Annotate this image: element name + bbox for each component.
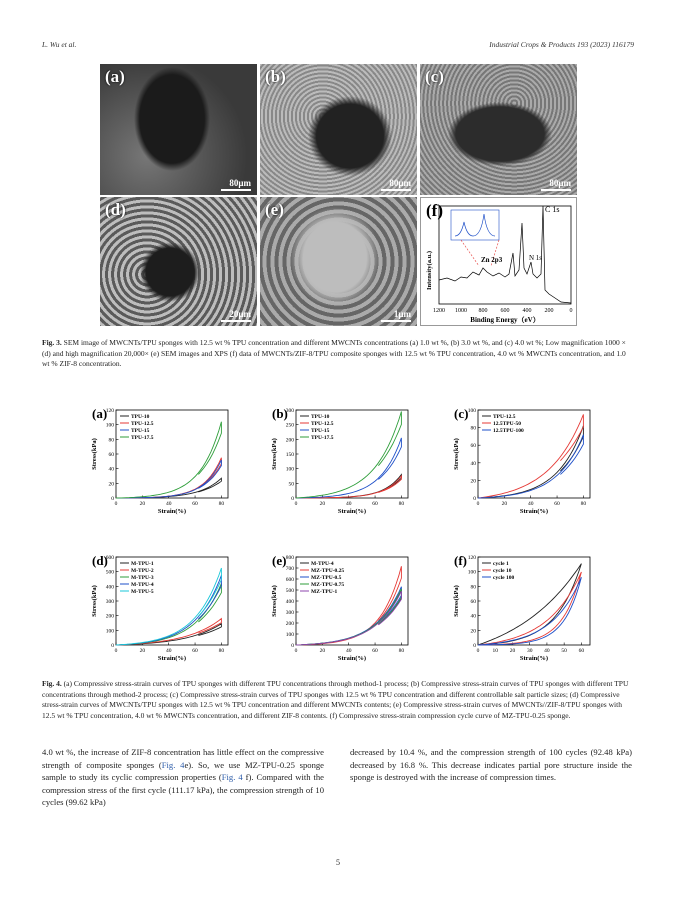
y-tick-label: 40 [470,613,476,620]
panel-label-a: (a) [105,67,125,86]
series-line-tpu-12-5 [296,476,401,498]
legend-label: MZ-TPU-1 [311,589,338,595]
x-tick-label: 60 [554,501,560,507]
y-tick-label: 100 [105,422,114,429]
compression-chart-e [268,545,418,665]
x-tick-label: 40 [165,501,172,507]
y-tick-label: 200 [285,437,294,444]
compression-chart-b [268,398,418,518]
sem-image-a [100,64,257,195]
legend-label: M-TPU-2 [131,568,154,574]
panel-label: (e) [272,553,287,568]
sem-image-c [420,64,577,195]
legend-label: TPU-17.5 [311,435,334,441]
y-tick-label: 300 [105,599,114,605]
y-tick-label: 300 [285,408,294,414]
panel-label: (f) [454,553,467,568]
x-tick-label: 60 [192,648,198,654]
y-axis-label: Stress(kPa) [271,585,278,617]
x-tick-label: 20 [501,501,508,507]
xps-tick: 1200 [433,308,445,314]
panel-label: (c) [454,406,469,421]
xps-x-ticks [433,308,573,314]
y-tick-label: 500 [105,569,114,576]
x-tick-label: 0 [114,648,118,654]
legend-label: TPU-15 [311,428,330,434]
y-tick-label: 80 [108,437,114,444]
scale-bar-d: 20μm [221,309,251,322]
legend-label: M-TPU-4 [131,582,154,588]
compression-chart-f [450,545,600,665]
x-axis-label: Strain(%) [157,655,187,662]
body-text-right: decreased by 10.4 %, and the compression strength of 100 cycles (92.48 kPa) decreased by 16.8 %. This decrease indicates partial pore structure inside the sponge is destroyed with the increase of compression times. [350,747,632,783]
x-tick-label: 20 [319,501,326,507]
sem-image-b [260,64,417,195]
x-tick-label: 20 [319,648,326,654]
y-axis-label: Stress(kPa) [271,438,278,470]
figure-4-caption-text: (a) Compressive stress-strain curves of TPU sponges with different TPU concentrations through method-1 process; (b) Compressive stress-strain curves of TPU sponges with different TPU concentrations through method-2 process; (c) Compressive stress-strain curves of TPU sponges with 12.5 wt % TPU concentration and different controllable salt particle sizes; (d) Compressive stress-strain curves of MWCNTs/TPU sponges with 12.5 wt % TPU concentration and different MWCNTs contents; (e) Compressive stress-strain curves of MWCNTs//ZIF-8/TPU sponges with 12.5 wt % TPU concentration, 4.0 wt % MWCNTs concentration, and different ZIF-8 contents. (f) Compressive stress-strain compression cycle curve of MZ-TPU-0.25 sponge. [42,679,629,720]
y-tick-label: 60 [470,599,476,605]
figure-3-label: Fig. 3. [42,338,62,347]
xps-tick: 600 [500,308,510,314]
x-axis-label: Strain(%) [337,655,367,662]
y-tick-label: 100 [467,408,476,414]
y-tick-label: 20 [470,628,476,635]
y-tick-label: 0 [111,496,114,502]
legend-label: TPU-12.5 [131,421,154,427]
y-tick-label: 600 [285,577,294,583]
legend-label: M-TPU-3 [131,575,154,581]
y-tick-label: 150 [285,452,294,458]
y-axis-label: Stress(kPa) [91,585,98,617]
xps-tick: 800 [478,308,488,314]
x-tick-label: 0 [294,501,298,507]
panel-label-e: (e) [265,200,284,219]
legend-label: MZ-TPU-0.75 [311,582,345,588]
series-line-tpu-12-5 [478,426,583,498]
y-tick-label: 60 [470,443,476,450]
y-tick-label: 0 [473,496,476,502]
legend-label: M-TPU-5 [131,589,154,595]
y-tick-label: 700 [285,566,294,572]
scale-bar-e: 1μm [381,309,411,322]
y-tick-label: 250 [285,422,294,429]
page-number: 5 [336,858,340,867]
y-tick-label: 80 [470,584,476,591]
xps-label-c1s: C 1s [545,205,560,214]
legend-label: cycle 100 [493,575,515,581]
y-tick-label: 120 [105,408,114,414]
xps-tick: 400 [522,308,532,314]
figure-3 [100,64,577,326]
compression-chart-c [450,398,600,518]
y-tick-label: 0 [291,496,294,502]
y-tick-label: 500 [285,588,294,594]
legend-label: TPU-12.5 [493,414,516,420]
panel-label-c: (c) [425,67,444,86]
x-tick-label: 40 [165,648,172,654]
panel-label-b: (b) [265,67,286,86]
figure-4-label: Fig. 4. [42,679,62,688]
x-axis-label: Strain(%) [519,655,549,662]
xps-spectrum-chart [421,198,577,326]
y-tick-label: 40 [108,466,114,473]
figure-3-caption-text: SEM image of MWCNTs/TPU sponges with 12.5 wt % TPU concentration and different MWCNTs concentrations (a) 1.0 wt %, (b) 3.0 wt %, and (c) 4.0 wt %; Low magnification 1000 × (d) and high magnification 20,000× (e) SEM images and XPS (f) data of MWCNTs/ZIF-8/TPU composite sponges with 12.5 wt % TPU concentration, 4.0 wt % MWCNTs concentration, and 1.0 wt % ZIF-8 concentration. [42,338,626,368]
legend-label: M-TPU-4 [311,561,334,567]
x-tick-label: 0 [476,648,480,654]
x-tick-label: 80 [218,648,225,654]
figure-reference-link[interactable]: Fig. 4 [161,759,185,770]
x-tick-label: 60 [372,501,378,507]
figure-reference-link[interactable]: Fig. 4 [221,772,243,783]
xps-tick: 1000 [455,308,467,314]
series-line-m-tpu-1 [116,624,221,645]
y-tick-label: 80 [470,425,476,432]
x-axis-label: Strain(%) [519,508,549,515]
x-tick-label: 50 [561,648,567,654]
legend-label: TPU-10 [311,414,330,420]
xps-tick: 0 [569,308,573,314]
x-tick-label: 40 [544,648,550,654]
xps-spectrum-panel [420,197,577,326]
x-axis-label: Strain(%) [157,508,187,515]
y-tick-label: 100 [285,632,294,638]
body-text: e). So, we use MZ-TPU-0.25 sponge sample to study its cyclic compression properties ( [42,759,324,783]
legend-label: 12.5TPU-100 [493,428,524,434]
y-tick-label: 20 [470,478,476,485]
running-header-authors: L. Wu et al. [42,40,77,49]
figure-4-caption [42,679,634,721]
panel-label: (d) [92,553,108,568]
x-tick-label: 20 [509,648,516,654]
xps-x-label: Binding Energy（eV） [470,316,540,324]
body-text-left [42,746,324,809]
y-tick-label: 0 [473,643,476,649]
y-tick-label: 60 [108,452,114,458]
compression-chart-a [88,398,238,518]
panel-label: (a) [92,406,108,421]
y-tick-label: 50 [288,481,294,488]
sem-image-e [260,197,417,326]
y-tick-label: 400 [285,599,294,605]
x-tick-label: 80 [398,501,405,507]
x-tick-label: 60 [372,648,378,654]
panel-label: (b) [272,406,288,421]
sem-image-d [100,197,257,326]
xps-y-label: Intensity(a.u.) [426,250,433,290]
y-tick-label: 40 [470,460,476,467]
legend-label: cycle 1 [493,561,509,567]
x-tick-label: 0 [294,648,298,654]
x-tick-label: 30 [526,648,533,654]
legend-label: TPU-12.5 [311,421,334,427]
xps-tick: 200 [544,308,554,314]
y-tick-label: 200 [105,613,114,620]
panel-label-d: (d) [105,200,126,219]
y-tick-label: 100 [285,466,294,473]
legend-label: TPU-17.5 [131,435,154,441]
scale-bar-c: 80μm [541,178,571,191]
y-tick-label: 0 [291,643,294,649]
x-tick-label: 80 [218,501,225,507]
y-tick-label: 120 [467,555,476,561]
compression-chart-d [88,545,238,665]
x-axis-label: Strain(%) [337,508,367,515]
y-tick-label: 0 [111,643,114,649]
y-tick-label: 600 [105,555,114,561]
x-tick-label: 60 [578,648,585,654]
y-tick-label: 200 [285,621,294,627]
figure-3-caption [42,338,634,370]
legend-label: MZ-TPU-0.25 [311,568,345,574]
legend-label: TPU-15 [131,428,150,434]
series-line-cycle-100 [478,577,581,645]
y-axis-label: Stress(kPa) [91,438,98,470]
x-tick-label: 0 [476,501,480,507]
x-tick-label: 80 [398,648,405,654]
y-tick-label: 300 [285,610,294,616]
x-tick-label: 40 [345,648,352,654]
y-axis-label: Stress(kPa) [453,585,460,617]
scale-bar-b: 80μm [381,178,411,191]
body-text: 4.0 wt %, the increase of ZIF-8 concentration has little effect on the compressive strength of composite sponges ( [42,747,324,770]
y-tick-label: 100 [467,569,476,576]
legend-label: 12.5TPU-50 [493,421,521,427]
legend-label: M-TPU-1 [131,561,154,567]
x-tick-label: 60 [192,501,198,507]
x-tick-label: 0 [114,501,118,507]
series-line-12-5tpu-100 [478,435,583,498]
running-header-journal: Industrial Crops & Products 193 (2023) 116179 [489,40,634,49]
legend-label: TPU-10 [131,414,150,420]
y-tick-label: 100 [105,628,114,635]
x-tick-label: 40 [345,501,352,507]
x-tick-label: 80 [580,501,587,507]
body-text: f). Compared with the compression stress of the first cycle (111.17 kPa), the compression strength of 10 cycles (99.62 kPa) [42,772,324,808]
y-axis-label: Stress(kPa) [453,438,460,470]
xps-label-n1s: N 1s [529,254,543,262]
y-tick-label: 400 [105,584,114,591]
x-tick-label: 20 [139,648,146,654]
y-tick-label: 20 [108,481,114,488]
series-line-cycle-10 [478,572,581,645]
panel-label-f: (f) [426,201,443,220]
x-tick-label: 20 [139,501,146,507]
legend-label: MZ-TPU-0.5 [311,575,342,581]
xps-label-zn2p: Zn 2p3 [481,256,503,264]
legend-label: cycle 10 [493,568,512,574]
y-tick-label: 800 [285,555,294,561]
scale-bar-a: 80μm [221,178,251,191]
x-tick-label: 10 [492,648,498,654]
x-tick-label: 40 [527,501,534,507]
series-line-tpu-10 [296,475,401,499]
